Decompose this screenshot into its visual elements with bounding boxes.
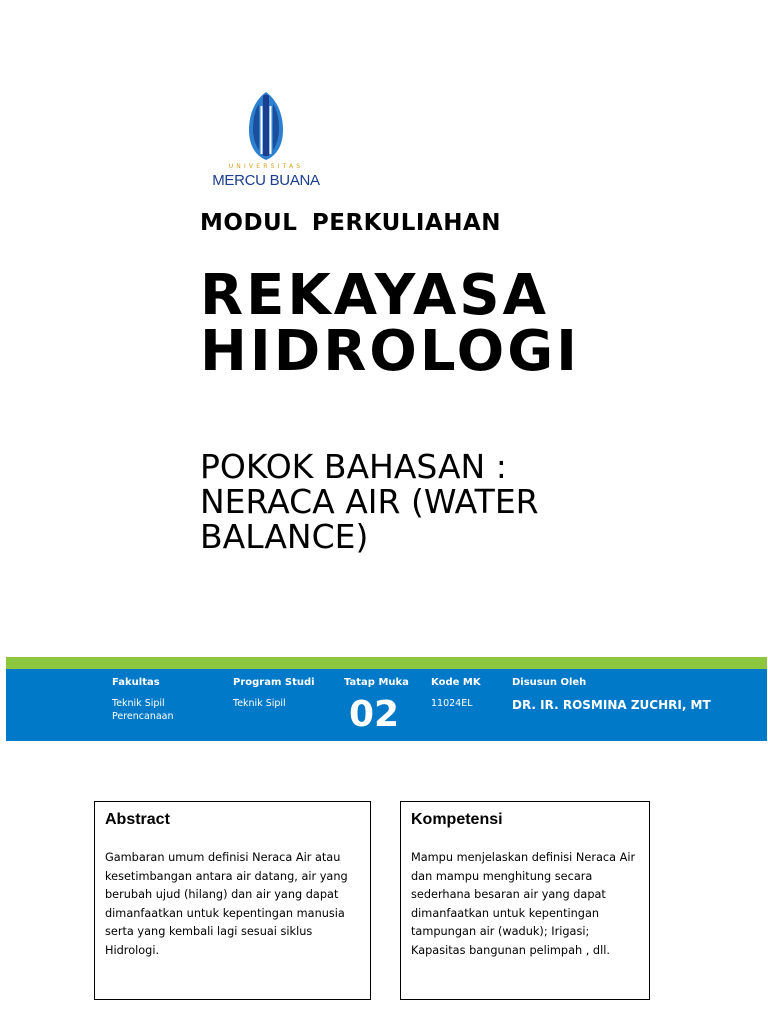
university-logo — [200, 88, 332, 194]
disusun-oleh-label: Disusun Oleh — [512, 677, 587, 688]
program-studi-label: Program Studi — [233, 677, 315, 688]
kompetensi-line: tampungan air (waduk); Irigasi; — [411, 925, 590, 938]
fakultas-label: Fakultas — [112, 677, 160, 688]
logo-university-name: MERCU BUANA — [212, 172, 320, 189]
abstract-box — [94, 801, 371, 1000]
kode-mk-value: 11024EL — [431, 698, 473, 709]
kompetensi-box — [400, 801, 650, 1000]
abstract-line: Gambaran umum definisi Neraca Air atau — [105, 851, 341, 864]
abstract-text — [105, 849, 348, 960]
kompetensi-text — [411, 849, 635, 960]
kompetensi-heading: Kompetensi — [411, 811, 503, 828]
fakultas-value-line: Teknik Sipil — [112, 698, 165, 709]
abstract-line: Hidrologi. — [105, 943, 160, 957]
info-bar — [6, 669, 767, 741]
kode-mk-label: Kode MK — [431, 677, 481, 688]
topic-line: BALANCE) — [200, 517, 369, 556]
abstract-line: berubah ujud (hilang) dan air yang dapat — [105, 888, 339, 901]
abstract-line: dimanfaatkan untuk kepentingan manusia — [105, 906, 345, 920]
topic-line: NERACA AIR (WATER — [200, 482, 539, 521]
kompetensi-line: dan mampu menghitung secara — [411, 869, 593, 883]
tatap-muka-value: 02 — [349, 694, 400, 735]
fakultas-value — [112, 697, 174, 723]
kompetensi-line: Mampu menjelaskan definisi Neraca Air — [411, 851, 636, 864]
tatap-muka-label: Tatap Muka — [344, 677, 409, 688]
topic-heading — [200, 449, 740, 554]
kompetensi-line: sederhana besaran air yang dapat — [411, 888, 606, 901]
course-title-line: HIDROLOGI — [200, 319, 581, 384]
kompetensi-line: dimanfaatkan untuk kepentingan — [411, 906, 600, 920]
disusun-oleh-value: DR. IR. ROSMINA ZUCHRI, MT — [512, 698, 711, 712]
flame-logo-icon — [242, 90, 290, 162]
logo-university-label: UNIVERSITAS — [228, 163, 304, 170]
abstract-line: kesetimbangan antara air datang, air yang — [105, 869, 348, 883]
kompetensi-line: Kapasitas bangunan pelimpah , dll. — [411, 943, 610, 957]
fakultas-value-line: Perencanaan — [112, 711, 174, 722]
module-label: MODUL PERKULIAHAN — [200, 210, 502, 236]
abstract-heading: Abstract — [105, 811, 170, 828]
course-title-line: REKAYASA — [200, 263, 549, 328]
program-studi-value: Teknik Sipil — [233, 698, 286, 709]
abstract-line: serta yang kembali lagi sesuai siklus — [105, 925, 313, 938]
green-accent-bar — [6, 657, 767, 669]
course-title — [200, 263, 581, 384]
topic-line: POKOK BAHASAN : — [200, 447, 507, 486]
